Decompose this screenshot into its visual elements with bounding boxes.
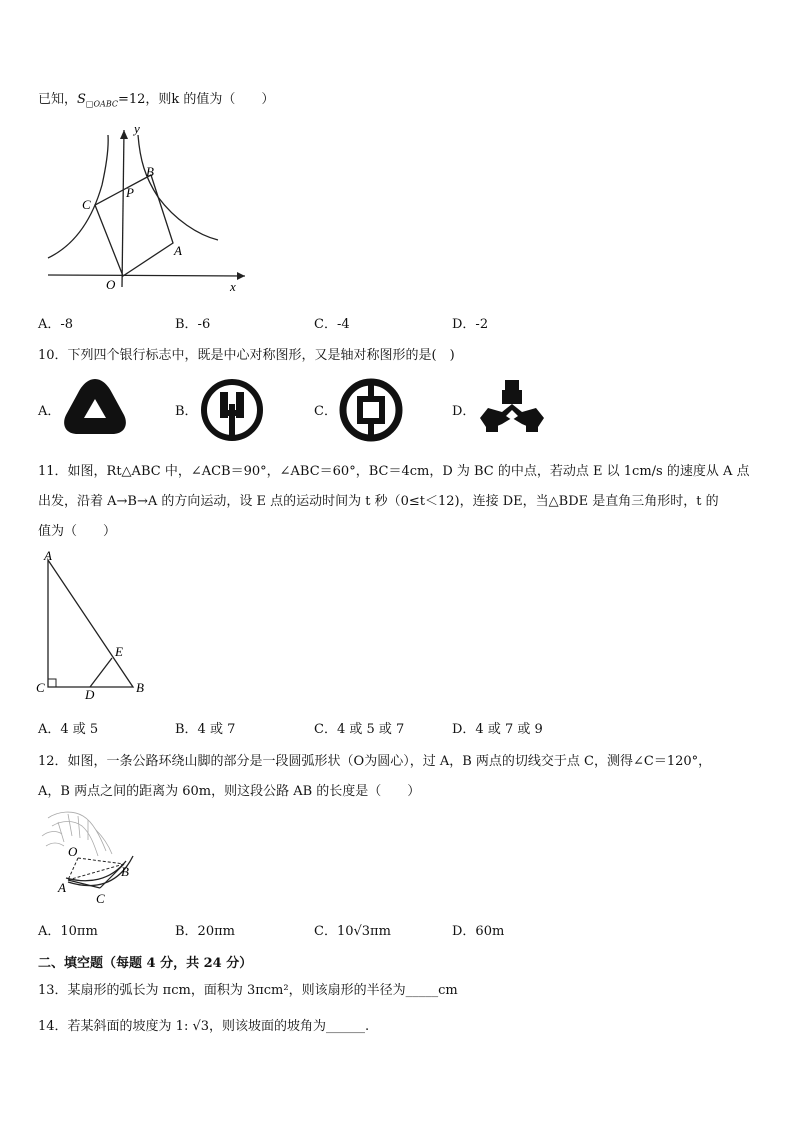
q9-option-b[interactable]: B．-6	[175, 317, 211, 332]
bank-logo-c-icon[interactable]	[338, 377, 404, 443]
section-heading-fill-in: 二、填空题（每题 4 分，共 24 分）	[38, 956, 253, 971]
q10-option-d-letter[interactable]: D．	[452, 404, 476, 419]
x-label: x	[230, 279, 236, 294]
label-b: B	[121, 864, 129, 879]
parallelogram-oabc	[95, 175, 173, 276]
q12-option-d[interactable]: D．60m	[452, 924, 505, 939]
q11-option-b[interactable]: B．4 或 7	[175, 722, 236, 737]
triangle-abc	[48, 560, 133, 687]
label-a: A	[58, 880, 66, 895]
label-b: B	[136, 680, 144, 695]
q12-stem-line1: 12．如图，一条公路环绕山脚的部分是一段圆弧形状（O为圆心），过 A，B 两点的切线交于点 C，测得∠C＝120°，	[38, 754, 712, 769]
q10-option-c-letter[interactable]: C．	[314, 404, 337, 419]
label-d: D	[85, 687, 95, 700]
q13-stem: 13．某扇形的弧长为 πcm，面积为 3πcm²，则该扇形的半径为_____cm	[38, 983, 458, 998]
q12-road-figure	[38, 806, 143, 906]
q9-option-d[interactable]: D．-2	[452, 317, 489, 332]
y-label: y	[134, 125, 140, 136]
label-a: A	[44, 548, 52, 563]
q11-stem-line2: 出发，沿着 A→B→A 的方向运动，设 E 点的运动时间为 t 秒（0≤t＜12)，连接 DE，当△BDE 是直角三角形时，t 的	[38, 494, 719, 509]
q9-option-a[interactable]: A．-8	[38, 317, 74, 332]
area-symbol: S	[77, 92, 86, 107]
x-axis-arrow	[237, 272, 245, 280]
segment-de	[90, 658, 112, 687]
q12-option-b[interactable]: B．20πm	[175, 924, 235, 939]
radius-oa	[68, 858, 78, 880]
q11-option-a[interactable]: A．4 或 5	[38, 722, 99, 737]
point-c-label: C	[82, 197, 91, 212]
hyperbola-right-branch	[138, 135, 218, 240]
q9-hyperbola-figure	[40, 125, 255, 295]
q14-stem: 14．若某斜面的坡度为 1: √3，则该坡面的坡角为______.	[38, 1019, 370, 1034]
area-subscript: □OABC	[85, 99, 118, 109]
bank-logo-b-icon[interactable]	[200, 378, 264, 442]
bank-logo-a-icon[interactable]	[62, 377, 128, 437]
bank-logo-d-icon[interactable]	[478, 378, 546, 438]
label-c: C	[36, 680, 45, 695]
point-a-label: A	[174, 243, 182, 258]
hyperbola-left-branch	[48, 135, 108, 258]
q12-stem-line2: A，B 两点之间的距离为 60m，则这段公路 AB 的长度是（ ）	[38, 784, 421, 799]
q11-stem-line1: 11．如图，Rt△ABC 中，∠ACB＝90°，∠ABC＝60°，BC＝4cm，D 为 BC 的中点，若动点 E 以 1cm/s 的速度从 A 点	[38, 464, 750, 479]
q10-option-b-letter[interactable]: B．	[175, 404, 198, 419]
q11-option-d[interactable]: D．4 或 7 或 9	[452, 722, 543, 737]
point-p-label: P	[126, 185, 134, 200]
q9-option-c[interactable]: C．-4	[314, 317, 350, 332]
point-b-label: B	[146, 164, 154, 179]
origin-label: O	[106, 277, 116, 292]
right-angle-mark	[48, 679, 56, 687]
y-axis	[122, 130, 124, 287]
y-axis-arrow	[120, 130, 128, 139]
label-e: E	[115, 644, 123, 659]
q11-triangle-figure	[30, 548, 160, 700]
x-axis	[48, 275, 245, 276]
label-o: O	[68, 844, 78, 859]
q11-option-c[interactable]: C．4 或 5 或 7	[314, 722, 405, 737]
radius-ob	[78, 858, 124, 864]
q12-option-c[interactable]: C．10√3πm	[314, 924, 391, 939]
q11-stem-line3: 值为（ ）	[38, 524, 117, 539]
label-c: C	[96, 891, 105, 906]
q10-stem: 10．下列四个银行标志中，既是中心对称图形，又是轴对称图形的是( )	[38, 348, 455, 363]
q12-option-a[interactable]: A．10πm	[38, 924, 98, 939]
q9-stem: 已知，$S_{□OABC}=12$，则k 的值为（ ）	[38, 92, 275, 109]
q10-option-a-letter[interactable]: A．	[38, 404, 61, 419]
